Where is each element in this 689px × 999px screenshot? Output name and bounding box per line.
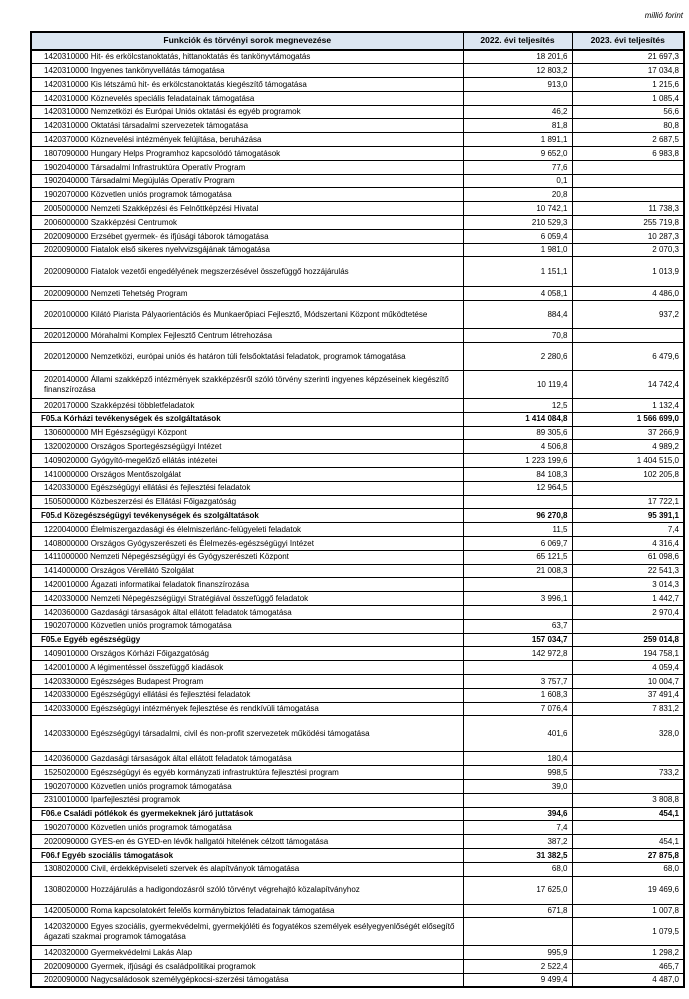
row-value-2023: 17 722,1 [572,495,684,509]
table-row [31,301,684,329]
row-value-2023: 22 541,3 [572,564,684,578]
row-label: 1420370000 Köznevelési intézmények felújítása, beruházása [31,133,463,147]
row-value-2023: 1 013,9 [572,257,684,287]
row-value-2022: 10 119,4 [463,371,572,399]
row-value-2023: 1 085,4 [572,91,684,105]
row-label: F05.d Közegészségügyi tevékenységek és szolgáltatások [31,509,463,523]
table-row [31,91,684,105]
table-row [31,716,684,752]
row-value-2022: 1 981,0 [463,243,572,257]
row-value-2023: 454,1 [572,835,684,849]
row-value-2023: 328,0 [572,716,684,752]
table-row [31,399,684,413]
row-value-2023: 4 059,4 [572,661,684,675]
row-value-2022: 89 305,6 [463,426,572,440]
table-row [31,523,684,537]
row-label: 1420330000 Egészségügyi ellátási és fejlesztési feladatok [31,481,463,495]
row-value-2023: 17 034,8 [572,64,684,78]
row-label: 1420310000 Köznevelés speciális feladatainak támogatása [31,91,463,105]
row-value-2022: 3 757,7 [463,674,572,688]
row-label: 1420330000 Egészséges Budapest Program [31,674,463,688]
row-value-2022: 884,4 [463,301,572,329]
row-label: 1420320000 Gyermekvédelmi Lakás Alap [31,946,463,960]
row-label: 1420310000 Ingyenes tankönyvellátás támogatása [31,64,463,78]
row-label: 1902040000 Társadalmi Infrastruktúra Operatív Program [31,160,463,174]
row-value-2022: 12 964,5 [463,481,572,495]
row-value-2022: 68,0 [463,862,572,876]
row-value-2023: 27 875,8 [572,848,684,862]
row-value-2023: 2 970,4 [572,606,684,620]
row-value-2023: 6 983,8 [572,147,684,161]
table-row [31,960,684,974]
row-label: 1420330000 Nemzeti Népegészségügyi Stratégiával összefüggő feladatok [31,592,463,606]
row-value-2022 [463,91,572,105]
table-row [31,752,684,766]
row-value-2023: 3 014,3 [572,578,684,592]
unit-note: millió forint [644,11,683,20]
row-label: 1308020000 Civil, érdekképviseleti szervek és alapítványok támogatása [31,862,463,876]
row-value-2022: 2 522,4 [463,960,572,974]
table-row [31,606,684,620]
row-value-2022: 4 506,8 [463,440,572,454]
table-row [31,848,684,862]
row-value-2023: 95 391,1 [572,509,684,523]
row-value-2022: 81,8 [463,119,572,133]
table-row [31,202,684,216]
row-label: 1420320000 Egyes szociális, gyermekvédelmi, gyermekjóléti és fogyatékos személyek esélyegyenlőségét elősegítő ágazati szakmai programok támogatása [31,918,463,946]
table-row [31,862,684,876]
table-row [31,229,684,243]
row-value-2022: 70,8 [463,329,572,343]
table-row [31,688,684,702]
row-value-2023: 2 687,5 [572,133,684,147]
row-label: 2020090000 Fiatalok első sikeres nyelvvizsgájának támogatása [31,243,463,257]
row-label: 1414000000 Országos Vérellátó Szolgálat [31,564,463,578]
row-value-2023: 1 132,4 [572,399,684,413]
row-value-2022: 1 608,3 [463,688,572,702]
row-label: 1902070000 Közvetlen uniós programok támogatása [31,619,463,633]
row-label: 1411000000 Nemzeti Népegészségügyi és Gyógyszerészeti Központ [31,550,463,564]
row-value-2023: 1 442,7 [572,592,684,606]
row-label: 1420310000 Kis létszámú hit- és erkölcstanoktatás kiegészítő támogatása [31,78,463,92]
row-value-2023: 4 486,0 [572,287,684,301]
row-label: 2020090000 Gyermek, ifjúsági és családpolitikai programok [31,960,463,974]
row-value-2023: 56,6 [572,105,684,119]
row-value-2022: 394,6 [463,807,572,821]
row-value-2022: 96 270,8 [463,509,572,523]
row-label: F06.f Egyéb szociális támogatások [31,848,463,862]
row-label: 2020090000 Nagycsaládosok személygépkocsi-szerzési támogatása [31,973,463,987]
table-row [31,371,684,399]
table-row [31,160,684,174]
row-value-2022: 142 972,8 [463,647,572,661]
row-label: 1320020000 Országos Sportegészségügyi Intézet [31,440,463,454]
row-value-2023: 68,0 [572,862,684,876]
table-row [31,64,684,78]
row-value-2023: 37 491,4 [572,688,684,702]
row-label: 2020140000 Állami szakképző intézmények szakképzésről szóló törvény szerinti ingyenes képzéseinek kiegészítő finanszírozása [31,371,463,399]
row-label: 1525020000 Egészségügyi és egyéb kormányzati infrastruktúra fejlesztési program [31,766,463,780]
row-value-2023: 7,4 [572,523,684,537]
row-label: 1420330000 Egészségügyi intézmények fejlesztése és rendkívüli támogatása [31,702,463,716]
row-value-2022 [463,495,572,509]
row-label: 2020090000 GYES-en és GYED-en lévők hallgatói hitelének célzott támogatása [31,835,463,849]
row-value-2022 [463,918,572,946]
row-label: 1420330000 Egészségügyi ellátási és fejlesztési feladatok [31,688,463,702]
row-value-2023: 1 298,2 [572,946,684,960]
table-row [31,537,684,551]
table-row [31,509,684,523]
table-row [31,835,684,849]
row-value-2023: 259 014,8 [572,633,684,647]
row-value-2022: 84 108,3 [463,468,572,482]
row-value-2022 [463,578,572,592]
row-value-2023: 1 404 515,0 [572,454,684,468]
row-value-2022: 1 223 199,6 [463,454,572,468]
row-label: 2020170000 Szakképzési többletfeladatok [31,399,463,413]
row-value-2023: 733,2 [572,766,684,780]
row-value-2023 [572,821,684,835]
row-value-2023 [572,174,684,188]
row-value-2023 [572,329,684,343]
row-value-2023: 10 004,7 [572,674,684,688]
row-value-2023: 194 758,1 [572,647,684,661]
column-header-functions: Funkciók és törvényi sorok megnevezése [31,32,463,50]
table-row [31,766,684,780]
row-value-2022: 63,7 [463,619,572,633]
table-row [31,973,684,987]
table-row [31,257,684,287]
table-row [31,946,684,960]
row-label: 1902040000 Társadalmi Megújulás Operatív Program [31,174,463,188]
column-header-2023: 2023. évi teljesítés [572,32,684,50]
row-value-2023: 61 098,6 [572,550,684,564]
row-value-2022: 21 008,3 [463,564,572,578]
column-header-2022: 2022. évi teljesítés [463,32,572,50]
row-value-2023: 11 738,3 [572,202,684,216]
row-value-2023: 1 007,8 [572,904,684,918]
row-value-2023: 80,8 [572,119,684,133]
row-value-2023: 10 287,3 [572,229,684,243]
row-label: 1420010000 A légimentéssel összefüggő kiadások [31,661,463,675]
row-label: 2020090000 Fiatalok vezetői engedélyének megszerzésével összefüggő hozzájárulás [31,257,463,287]
row-label: 1420330000 Egészségügyi társadalmi, civil és non-profit szervezetek működési támogatása [31,716,463,752]
row-label: 1410000000 Országos Mentőszolgálat [31,468,463,482]
row-value-2023: 1 566 699,0 [572,412,684,426]
row-value-2023: 2 070,3 [572,243,684,257]
row-label: 1505000000 Közbeszerzési és Ellátási Főigazgatóság [31,495,463,509]
row-value-2022: 17 625,0 [463,876,572,904]
budget-table [30,31,685,988]
row-label: 1420310000 Nemzetközi és Európai Uniós oktatási és egyéb programok [31,105,463,119]
table-row [31,440,684,454]
row-value-2022: 671,8 [463,904,572,918]
table-row [31,876,684,904]
row-value-2022: 7 076,4 [463,702,572,716]
table-row [31,674,684,688]
row-value-2023: 14 742,4 [572,371,684,399]
table-row [31,243,684,257]
row-value-2022: 46,2 [463,105,572,119]
row-value-2022: 3 996,1 [463,592,572,606]
row-value-2023: 465,7 [572,960,684,974]
table-row [31,918,684,946]
table-row [31,343,684,371]
row-label: 1409010000 Országos Kórházi Főigazgatóság [31,647,463,661]
row-label: 2310010000 Iparfejlesztési programok [31,793,463,807]
row-value-2022: 180,4 [463,752,572,766]
row-value-2022 [463,793,572,807]
row-value-2022: 210 529,3 [463,216,572,230]
row-value-2022: 65 121,5 [463,550,572,564]
table-row [31,468,684,482]
row-label: 2020090000 Nemzeti Tehetség Program [31,287,463,301]
table-row [31,216,684,230]
row-value-2023 [572,619,684,633]
row-value-2022: 10 742,1 [463,202,572,216]
row-value-2022: 2 280,6 [463,343,572,371]
table-row [31,578,684,592]
table-row [31,78,684,92]
table-header-row [31,32,684,50]
row-value-2022: 998,5 [463,766,572,780]
row-label: 2020100000 Kilátó Piarista Pályaorientációs és Munkaerőpiaci Fejlesztő, Módszertani Központ működtetése [31,301,463,329]
table-row [31,412,684,426]
row-value-2022: 11,5 [463,523,572,537]
row-value-2022: 9 499,4 [463,973,572,987]
row-value-2022: 913,0 [463,78,572,92]
row-value-2023 [572,481,684,495]
table-row [31,633,684,647]
table-row [31,779,684,793]
row-label: 1308020000 Hozzájárulás a hadigondozásról szóló törvényt végrehajtó közalapítványhoz [31,876,463,904]
row-value-2023 [572,752,684,766]
table-row [31,105,684,119]
table-row [31,807,684,821]
row-label: 1420360000 Gazdasági társaságok által ellátott feladatok támogatása [31,752,463,766]
table-row [31,119,684,133]
row-label: 1306000000 MH Egészségügyi Központ [31,426,463,440]
row-value-2023: 3 808,8 [572,793,684,807]
row-label: F05.e Egyéb egészségügy [31,633,463,647]
row-value-2023: 937,2 [572,301,684,329]
row-value-2023: 1 079,5 [572,918,684,946]
row-label: 1420310000 Oktatási társadalmi szervezetek támogatása [31,119,463,133]
row-label: 1902070000 Közvetlen uniós programok támogatása [31,779,463,793]
row-label: 1902070000 Közvetlen uniós programok támogatása [31,188,463,202]
row-label: 1420010000 Ágazati informatikai feladatok finanszírozása [31,578,463,592]
row-label: 1420310000 Hit- és erkölcstanoktatás, hittanoktatás és tankönyvtámogatás [31,50,463,64]
row-label: F05.a Kórházi tevékenységek és szolgáltatások [31,412,463,426]
row-value-2022: 39,0 [463,779,572,793]
row-value-2022: 12,5 [463,399,572,413]
row-label: 1408000000 Országos Gyógyszerészeti és Élelmezés-egészségügyi Intézet [31,537,463,551]
row-value-2022: 77,6 [463,160,572,174]
row-value-2022: 18 201,6 [463,50,572,64]
table-row [31,592,684,606]
row-label: F06.e Családi pótlékok és gyermekeknek járó juttatások [31,807,463,821]
row-value-2022 [463,606,572,620]
row-label: 1902070000 Közvetlen uniós programok támogatása [31,821,463,835]
table-row [31,133,684,147]
row-value-2023: 21 697,3 [572,50,684,64]
row-value-2022: 387,2 [463,835,572,849]
row-value-2022: 12 803,2 [463,64,572,78]
row-value-2022: 401,6 [463,716,572,752]
row-label: 2006000000 Szakképzési Centrumok [31,216,463,230]
row-value-2022: 995,9 [463,946,572,960]
row-value-2022 [463,661,572,675]
row-label: 2020120000 Mórahalmi Komplex Fejlesztő Centrum létrehozása [31,329,463,343]
table-row [31,619,684,633]
row-label: 1420050000 Roma kapcsolatokért felelős kormánybiztos feladatainak támogatása [31,904,463,918]
row-value-2023: 454,1 [572,807,684,821]
row-value-2022: 0,1 [463,174,572,188]
row-value-2022: 7,4 [463,821,572,835]
table-row [31,495,684,509]
row-value-2023: 4 989,2 [572,440,684,454]
row-value-2023: 1 215,6 [572,78,684,92]
row-value-2022: 6 059,4 [463,229,572,243]
row-value-2023 [572,160,684,174]
row-value-2022: 4 058,1 [463,287,572,301]
row-label: 1807090000 Hungary Helps Programhoz kapcsolódó támogatások [31,147,463,161]
table-row [31,550,684,564]
row-value-2023: 7 831,2 [572,702,684,716]
row-label: 2020090000 Erzsébet gyermek- és ifjúsági táborok támogatása [31,229,463,243]
table-row [31,821,684,835]
row-value-2023: 19 469,6 [572,876,684,904]
row-value-2022: 9 652,0 [463,147,572,161]
table-row [31,702,684,716]
row-value-2022: 1 891,1 [463,133,572,147]
table-row [31,904,684,918]
table-row [31,481,684,495]
table-row [31,793,684,807]
table-row [31,426,684,440]
row-label: 2005000000 Nemzeti Szakképzési és Felnőttképzési Hivatal [31,202,463,216]
table-row [31,661,684,675]
table-row [31,174,684,188]
table-row [31,329,684,343]
row-label: 1420360000 Gazdasági társaságok által ellátott feladatok támogatása [31,606,463,620]
row-value-2023: 255 719,8 [572,216,684,230]
row-value-2023: 6 479,6 [572,343,684,371]
table-row [31,147,684,161]
row-value-2022: 1 151,1 [463,257,572,287]
row-label: 1409020000 Gyógyító-megelőző ellátás intézetei [31,454,463,468]
row-value-2023: 102 205,8 [572,468,684,482]
row-value-2023: 37 266,9 [572,426,684,440]
table-row [31,50,684,64]
row-label: 1220040000 Élelmiszergazdasági és élelmiszerlánc-felügyeleti feladatok [31,523,463,537]
row-value-2022: 31 382,5 [463,848,572,862]
row-value-2023 [572,188,684,202]
table-row [31,188,684,202]
row-value-2023 [572,779,684,793]
row-value-2022: 6 069,7 [463,537,572,551]
table-row [31,647,684,661]
table-row [31,564,684,578]
table-row [31,287,684,301]
row-value-2022: 157 034,7 [463,633,572,647]
row-value-2023: 4 316,4 [572,537,684,551]
row-value-2023: 4 487,0 [572,973,684,987]
table-row [31,454,684,468]
row-value-2022: 20,8 [463,188,572,202]
row-value-2022: 1 414 084,8 [463,412,572,426]
row-label: 2020120000 Nemzetközi, európai uniós és határon túli felsőoktatási feladatok, programok támogatása [31,343,463,371]
